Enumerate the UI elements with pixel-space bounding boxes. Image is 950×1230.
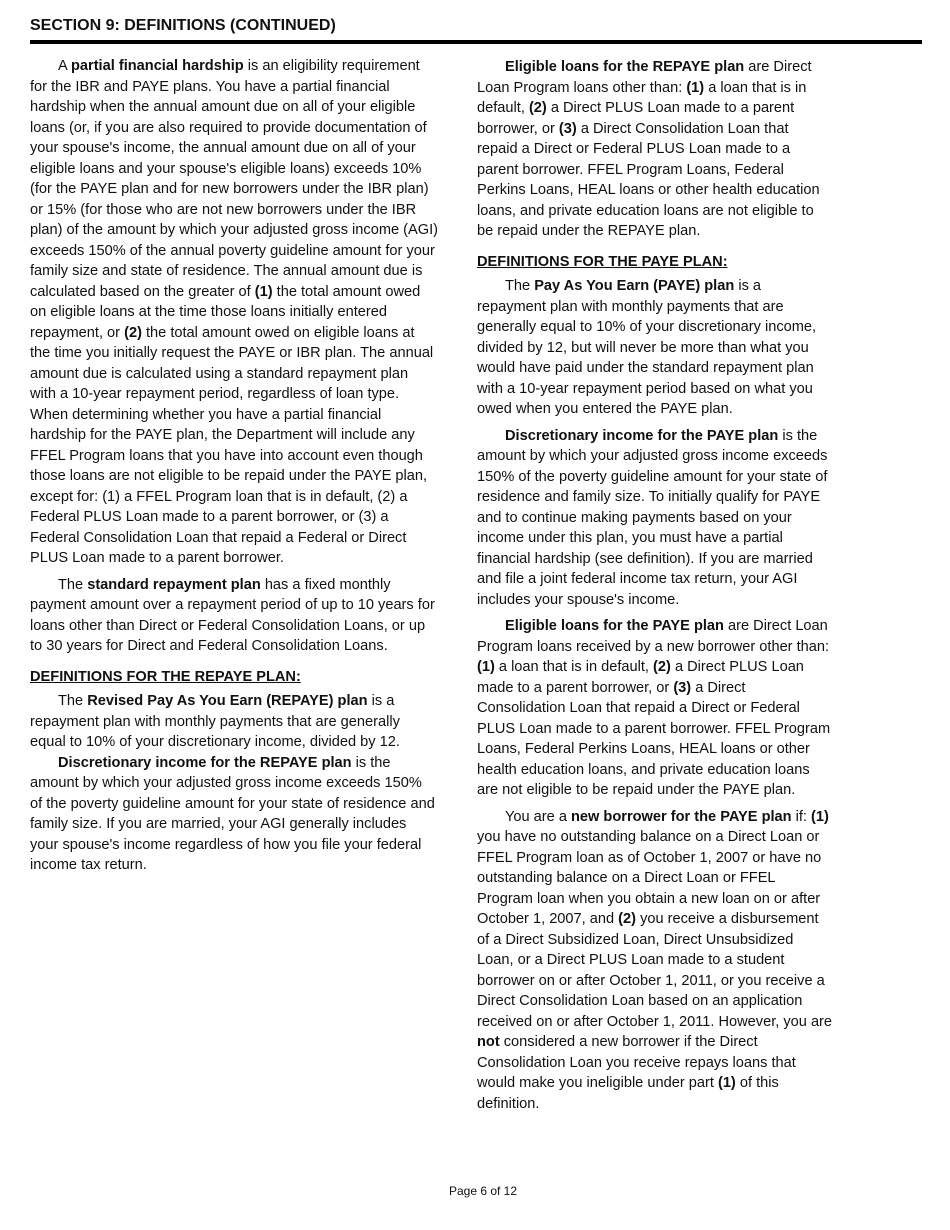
item-number: (2) bbox=[124, 324, 142, 341]
text: a Direct Consolidation Loan that repaid a Direct or Federal PLUS Loan made to a parent borrower. FFEL Program Loans, Federal Perkins Loans, HEAL loans or other health education loans, and private education loans are not eligible to be repaid under the PAYE plan. bbox=[477, 679, 831, 798]
item-number: (1) bbox=[811, 808, 829, 825]
defined-term: Eligible loans for the PAYE plan bbox=[505, 618, 724, 634]
new-borrower-definition bbox=[477, 807, 833, 1115]
text: is the amount by which your adjusted gross income exceeds 150% of the poverty guideline amount for your state of residence and family size. To initially qualify for PAYE and to continue making payments based on your income under this plan, you must have a partial financial hardship (see definition). If you are married and file a joint federal income tax return, your AGI includes your spouse's income. bbox=[477, 427, 828, 608]
text: the total amount owed on eligible loans at the time you initially request the PAYE or IBR plan. The annual amount due is calculated using a standard repayment plan with a 10-year repayment period, regardless of loan type. When determining whether you have a partial financial hardship for the PAYE plan, the Department will include any FFEL Program loans that you have into account even though those loans are not eligible to be repaid under the PAYE plan, except for: (1) a FFEL Program loan that is in default, (2) a Federal PLUS Loan made to a parent borrower, or (3) a Federal Consolidation Loan that repaid a Federal or Direct PLUS Loan made to a parent borrower. bbox=[30, 324, 434, 566]
item-number: (2) bbox=[618, 911, 637, 927]
text: a loan that is in default, bbox=[477, 79, 807, 116]
repaye-definitions-heading bbox=[30, 667, 438, 688]
defined-term: standard repayment plan bbox=[87, 576, 261, 593]
defined-term: partial financial hardship bbox=[70, 58, 244, 74]
repaye-discretionary-income-definition bbox=[30, 753, 438, 876]
defined-term: Revised Pay As You Earn (REPAYE) plan bbox=[87, 693, 368, 709]
item-number: (1) bbox=[686, 79, 705, 96]
right-column bbox=[477, 56, 833, 1120]
partial-financial-hardship-definition bbox=[30, 56, 438, 569]
defined-term: Eligible loans for the REPAYE plan bbox=[505, 59, 745, 75]
text: is a repayment plan with monthly payments that are generally equal to 10% of your discretionary income, divided by 12, but will never be more than what you would have paid under the standard repayment plan with a 10-year repayment period based on what you owed when you entered the PAYE plan. bbox=[477, 278, 817, 417]
left-column bbox=[30, 56, 438, 882]
text: The bbox=[58, 693, 88, 709]
text: you have no outstanding balance on a Direct Loan or FFEL Program loan as of October 1, 2007 or have no outstanding balance on a Direct Loan or FFEL Program loan when you obtain a new loan on or after October 1, 2007, and bbox=[477, 829, 822, 927]
heading-text: DEFINITIONS FOR THE PAYE PLAN bbox=[477, 253, 723, 270]
text: if: bbox=[791, 808, 812, 825]
item-number: (1) bbox=[254, 283, 273, 300]
text: are Direct Loan Program loans received by a new borrower other than: bbox=[477, 618, 830, 655]
item-number: (1) bbox=[477, 659, 495, 675]
text: is the amount by which your adjusted gross income exceeds 150% of the poverty guideline amount for your state of residence and family size. If you are married, your AGI generally includes your spouse's income regardless of how you file your federal income tax return. bbox=[30, 754, 435, 873]
text: of this definition. bbox=[477, 1075, 779, 1112]
text: a Direct PLUS Loan made to a parent borrower, or bbox=[477, 100, 795, 137]
paye-definitions-heading bbox=[477, 252, 833, 273]
item-number: (3) bbox=[673, 679, 692, 696]
heading-text: DEFINITIONS FOR THE REPAYE PLAN bbox=[30, 668, 296, 685]
paye-discretionary-income-definition bbox=[477, 426, 833, 611]
text: a Direct PLUS Loan made to a parent borrower, or bbox=[477, 659, 804, 696]
item-number: (3) bbox=[558, 120, 577, 137]
defined-term: Pay As You Earn (PAYE) plan bbox=[534, 278, 735, 294]
text: the total amount owed on eligible loans at the time those loans initially entered repayment, or bbox=[30, 283, 421, 341]
heading-colon: : bbox=[295, 668, 301, 685]
item-number: (2) bbox=[653, 659, 671, 675]
page-number: Page 6 of 12 bbox=[448, 1184, 518, 1198]
item-number: (2) bbox=[528, 100, 547, 116]
section-heading: SECTION 9: DEFINITIONS (CONTINUED) bbox=[30, 14, 922, 44]
text: The bbox=[505, 278, 535, 294]
text: has a fixed monthly payment amount over a repayment period of up to 10 years for loans other than Direct or Federal Consolidation Loans, or up to 30 years for Direct and Federal Consolidation Loans. bbox=[30, 576, 435, 654]
text: The bbox=[58, 576, 88, 593]
text: is a repayment plan with monthly payments that are generally equal to 10% of your discretionary income, divided by 12. bbox=[30, 693, 400, 750]
text: You are a bbox=[505, 808, 571, 825]
item-number: (1) bbox=[717, 1075, 736, 1091]
paye-plan-definition bbox=[477, 276, 833, 420]
text: is an eligibility requirement for the IBR and PAYE plans. You have a partial financial hardship when the annual amount due on all of your eligible loans (or, if you are also required to provide documentation of your spouse's income, the annual amount due on all of your eligible loans and your spouse's eligible loans) exceeds 10% (for the PAYE plan and for new borrowers under the IBR plan) or 15% (for those who are not new borrowers under the IBR plan) of the amount by which your adjusted gross income (AGI) exceeds 150% of the annual poverty guideline amount for your family size and state of residence. The annual amount due is calculated based on the greater of bbox=[30, 58, 439, 300]
text: considered a new borrower if the Direct Consolidation Loan you receive repays loans that would make you ineligible under part bbox=[477, 1034, 796, 1091]
standard-repayment-plan-definition bbox=[30, 575, 438, 657]
emphasis: not bbox=[477, 1034, 500, 1050]
defined-term: Discretionary income for the PAYE plan bbox=[505, 427, 779, 444]
text: a loan that is in default, bbox=[494, 659, 654, 675]
heading-colon: : bbox=[722, 253, 728, 270]
text: you receive a disbursement of a Direct Subsidized Loan, Direct Unsubsidized Loan, or a Direct PLUS Loan made to a student borrower on or after October 1, 2011, or you receive a Direct Consolidation Loan based on an application received on or after October 1, 2011. However, you are bbox=[477, 911, 833, 1030]
repaye-plan-definition bbox=[30, 691, 438, 753]
defined-term: Discretionary income for the REPAYE plan bbox=[58, 754, 352, 771]
text: are Direct Loan Program loans other than: bbox=[477, 59, 812, 96]
text: A bbox=[58, 58, 71, 74]
defined-term: new borrower for the PAYE plan bbox=[571, 808, 792, 825]
text: a Direct Consolidation Loan that repaid a Direct or Federal PLUS Loan made to a parent borrower. FFEL Program Loans, Federal Perkins Loans, HEAL loans or other health education loans, and private education loans are not eligible to be repaid under the REPAYE plan. bbox=[477, 120, 820, 239]
paye-eligible-loans-definition bbox=[477, 616, 833, 801]
repaye-eligible-loans-definition bbox=[477, 57, 833, 242]
